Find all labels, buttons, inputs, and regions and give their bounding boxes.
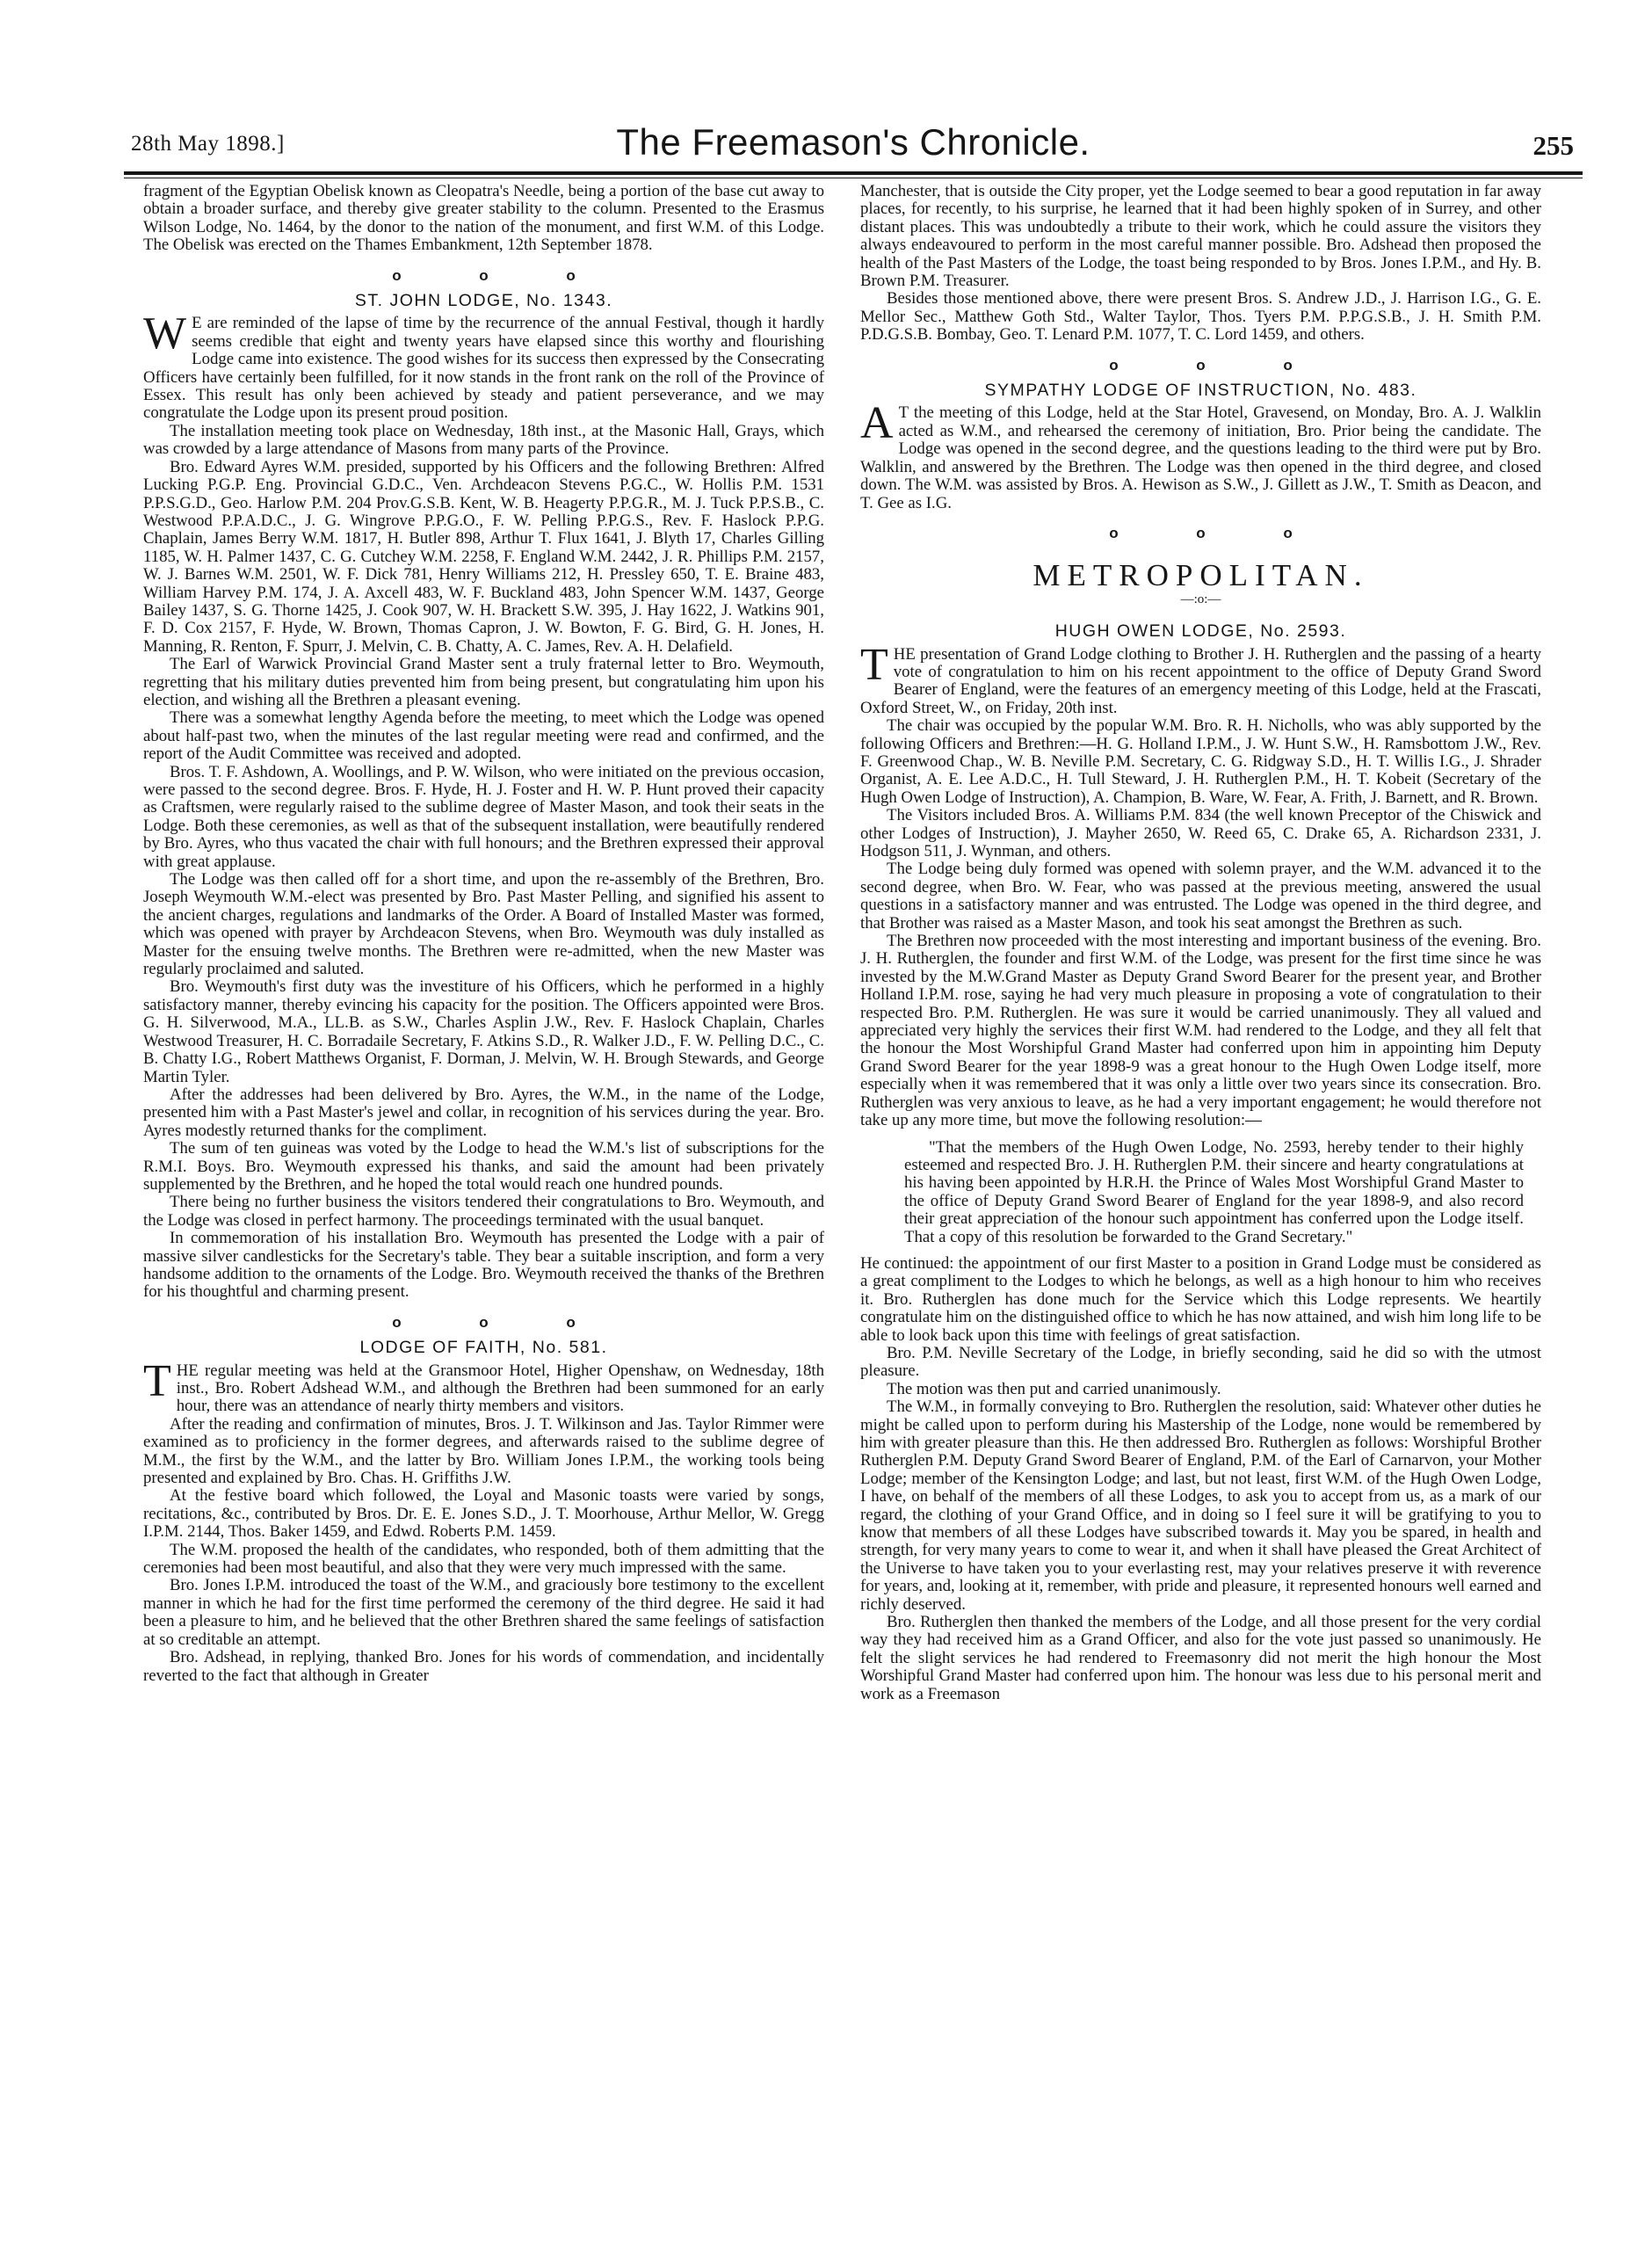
section-separator: o o o	[392, 1313, 612, 1331]
paragraph: There being no further business the visitors tendered their congratulations to Bro. Weymouth, and the Lodge was closed in perfect harmony. The proceedings terminated with the usual banquet.	[143, 1193, 824, 1230]
paragraph: Bro. Adshead, in replying, thanked Bro. Jones for his words of commendation, and incidentally reverted to the fact that although in Greater	[143, 1648, 824, 1685]
drop-cap: A	[860, 398, 894, 449]
article-sympathy-lodge	[860, 381, 1541, 512]
paragraph: After the reading and confirmation of minutes, Bros. J. T. Wilkinson and Jas. Taylor Rimmer were examined as to proficiency in the former degrees, and afterwards raised to the sublime degree of M.M., the first by the W.M., and the latter by Bro. William Jones I.P.M., the working tools being presented and explained by Bro. Chas. H. Griffiths J.W.	[143, 1414, 824, 1488]
paragraph: After the addresses had been delivered by Bro. Ayres, the W.M., in the name of the Lodge, presented him with a Past Master's jewel and collar, in recognition of his services during the year. Bro. Ayres modestly returned thanks for the compliment.	[143, 1085, 824, 1140]
paragraph: The Brethren now proceeded with the most interesting and important business of the evening. Bro. J. H. Rutherglen, the founder and first W.M. of the Lodge, was present for the first time since he was invested by the M.W.Grand Master as Deputy Grand Sword Bearer for the present year, and Brother Holland I.P.M. rose, saying he had very much pleasure in proposing a vote of congratulation to their respected Bro. P.M. Rutherglen. He was sure it would be carried unanimously. They all valued and appreciated very highly the services their first W.M. had rendered to the Lodge, and they all felt that the honour the Most Worshipful Grand Master had conferred upon him in appointing him Deputy Grand Sword Bearer for the year 1898-9 was a great honour to the Hugh Owen Lodge itself, more especially when it was remembered that it was only a little over two years since its consecration. Bro. Rutherglen was very anxious to leave, as he had a very important engagement; he would therefore not take up any more time, but move the following resolution:—	[860, 932, 1541, 1130]
article-lodge-of-faith	[143, 1339, 824, 1685]
paragraph: Bro. Edward Ayres W.M. presided, supported by his Officers and the following Brethren: Alfred Lucking P.G.P. Eng. Provincial G.D.C., Ven. Archdeacon Stevens P.G.C., W. Hollis P.M. 1531 P.P.S.G.D., Geo. Harlow P.M. 204 Prov.G.S.B. Kent, W. B. Heagerty P.P.G.R., M. J. Tuck P.P.S.B., C. Westwood P.P.A.D.C., J. G. Wingrove P.P.G.O., F. W. Pelling P.P.G.S., Rev. F. Haslock P.P.G. Chaplain, James Berry W.M. 1817, H. Butler 898, Arthur T. Flux 1641, J. Blyth 17, Charles Gilling 1185, W. H. Palmer 1437, C. G. Cutchey W.M. 2258, F. England W.M. 2442, J. R. Phillips P.M. 2157, W. J. Barnes W.M. 2501, W. F. Dick 781, Henry Williams 212, H. Pressley 650, T. E. Braine 483, William Harvey P.M. 174, J. A. Axcell 483, W. F. Buckland 483, John Spencer W.M. 1437, George Bailey 1437, S. G. Thorne 1425, J. Cook 907, W. H. Brackett S.W. 395, J. Hay 1622, J. Watkins 901, F. D. Cox 2157, F. Hyde, W. Brown, Thomas Capron, J. W. Bowton, F. G. Bird, G. H. Jones, H. Manning, R. Renton, F. Spurr, J. Melvin, C. B. Chatty, A. C. James, Rev. A. H. Delafield.	[143, 457, 824, 656]
paragraph: Bro. Rutherglen then thanked the members of the Lodge, and all those present for the very cordial way they had received him as a Grand Officer, and also for the vote just passed so unanimously. He felt the slight services he had rendered to Freemasonry did not merit the high honour the Most Worshipful Grand Master had conferred upon him. The honour was less due to his personal merit and work as a Freemason	[860, 1613, 1541, 1703]
quote-text: "That the members of the Hugh Owen Lodge, No. 2593, hereby tender to their highly esteemed and respected Bro. J. H. Rutherglen P.M. their sincere and hearty congratulations at his having been appointed by H.R.H. the Prince of Wales Most Worshipful Grand Master to the office of Deputy Grand Sword Bearer of England for the year 1898-9, and also record their great appreciation of the honour such appointment has conferred upon the Lodge itself. That a copy of this resolution be forwarded to the Grand Secretary."	[904, 1137, 1524, 1246]
drop-cap: T	[860, 639, 888, 690]
article-st-john-lodge	[143, 292, 824, 1302]
article-heading: HUGH OWEN LODGE, No. 2593.	[1054, 621, 1347, 642]
continued-paragraph: Manchester, that is outside the City proper, yet the Lodge seemed to bear a good reputation in far away places, for recently, to his surprise, he learned that it had been highly spoken of in Surrey, and other distant places. This was undoubtedly a tribute to their work, which he could assure the visitors they always endeavoured to perform in the most careful manner possible. Bro. Adshead then proposed the health of the Past Masters of the Lodge, the toast being responded to by Bros. Jones I.P.M., and Hy. B. Brown P.M. Treasurer.	[860, 182, 1541, 291]
article-heading: LODGE OF FAITH, No. 581.	[359, 1338, 608, 1358]
drop-cap: T	[143, 1355, 171, 1406]
paragraph: The Lodge being duly formed was opened with solemn prayer, and the W.M. advanced it to the second degree, when Bro. W. Fear, who was passed at the previous meeting, answered the usual questions in a satisfactory manner and was entrusted. The Lodge was opened in the third degree, and that Brother was raised as a Master Mason, and took his seat amongst the Brethren as such.	[860, 860, 1541, 933]
paragraph: The installation meeting took place on Wednesday, 18th inst., at the Masonic Hall, Grays, which was crowded by a large attendance of Masons from many parts of the Province.	[143, 421, 824, 459]
article-lead-paragraph	[860, 639, 1541, 718]
paragraph: There was a somewhat lengthy Agenda before the meeting, to meet which the Lodge was opened about half-past two, when the minutes of the last regular meeting were read and confirmed, and the report of the Audit Committee was received and adopted.	[143, 708, 824, 764]
article-lead-paragraph	[143, 309, 824, 423]
lead-text: E are reminded of the lapse of time by the recurrence of the annual Festival, though it hardly seems credible that eight and twenty years have elapsed since this worthy and flourishing Lodge came into existence. The good wishes for its success then expressed by the Consecrating Officers have certainly been fulfilled, for it now stands in the front rank on the roll of the Province of Essex. This result has only been achieved by steady and patient perseverance, and we may congratulate the Lodge upon its present proud position.	[143, 314, 824, 423]
article-lead-paragraph	[143, 1355, 824, 1416]
paragraph: The W.M., in formally conveying to Bro. Rutherglen the resolution, said: Whatever other duties he might be called upon to perform during his Mastership of the Lodge, none would be remembered by him with greater pleasure than this. He then addressed Bro. Rutherglen as follows: Worshipful Brother Rutherglen P.M. Deputy Grand Sword Bearer of England, P.M. of the Earl of Carnarvon, your Mother Lodge; member of the Kensington Lodge; and last, but not least, first W.M. of the Hugh Owen Lodge, I have, on behalf of the members of all these Lodges, to ask you to accept from us, as a mark of our regard, the clothing of your Grand Office, and in doing so I feel sure it will be gratifying to you to know that members of all these Lodges have subscribed towards it. May you be spared, in health and strength, for very many years to come to wear it, and when it shall have pleased the Great Architect of the Universe to have taken you to your everlasting rest, may your relatives preserve it with reverence for years, and, looking at it, remember, with pride and pleasure, it represented honours well earned and richly deserved.	[860, 1397, 1541, 1614]
resolution-quote	[904, 1139, 1524, 1246]
publication-title: The Freemason's Chronicle.	[616, 121, 1090, 163]
paragraph: Bro. P.M. Neville Secretary of the Lodge, in briefly seconding, said he did so with the utmost pleasure.	[860, 1343, 1541, 1381]
article-heading: SYMPATHY LODGE OF INSTRUCTION, No. 483.	[984, 381, 1417, 401]
left-column	[143, 183, 824, 1685]
lead-text: HE presentation of Grand Lodge clothing to Brother J. H. Rutherglen and the passing of a hearty vote of congratulation to him on his recent appointment to the office of Deputy Grand Sword Bearer of England, were the features of an emergency meeting of this Lodge, held at the Frascati, Oxford Street, W., on Friday, 20th inst.	[860, 644, 1541, 717]
lead-text: T the meeting of this Lodge, held at the Star Hotel, Gravesend, on Monday, Bro. A. J. Walklin acted as W.M., and rehearsed the ceremony of initiation, Bro. Prior being the candidate. The Lodge was opened in the second degree, and the questions leading to the third were put by Bro. Walklin, and answered by the Brethren. The Lodge was then opened in the third degree, and closed down. The W.M. was assisted by Bros. A. Hewison as S.W., J. Gillett as J.W., T. Smith as Deacon, and T. Gee as I.G.	[860, 403, 1541, 512]
paragraph: In commemoration of his installation Bro. Weymouth has presented the Lodge with a pair of massive silver candlesticks for the Secretary's table. They bear a suitable inscription, and form a very handsome addition to the ornaments of the Lodge. Bro. Weymouth received the thanks of the Brethren for his thoughtful and charming present.	[143, 1229, 824, 1302]
paragraph: The motion was then put and carried unanimously.	[887, 1379, 1221, 1398]
paragraph: The sum of ten guineas was voted by the Lodge to head the W.M.'s list of subscriptions for the R.M.I. Boys. Bro. Weymouth expressed his thanks, and said the amount had been privately supplemented by the Brethren, and he hoped the total would reach one hundred pounds.	[143, 1139, 824, 1194]
masthead	[124, 121, 1583, 165]
paragraph: The Lodge was then called off for a short time, and upon the re-assembly of the Brethren, Bro. Joseph Weymouth W.M.-elect was presented by Bro. Past Master Pelling, and signified his assent to the ancient charges, regulations and landmarks of the Order. A Board of Installed Master was formed, which was opened with prayer by Archdeacon Stevens, when Bro. Weymouth was duly installed as Master for the ensuing twelve months. The Brethren were re-admitted, when the new Master was regularly proclaimed and saluted.	[143, 870, 824, 979]
section-separator: o o o	[1109, 524, 1330, 541]
paragraph: The Visitors included Bros. A. Williams P.M. 834 (the well known Preceptor of the Chiswick and other Lodges of Instruction), J. Mayher 2650, W. Reed 65, C. Drake 65, A. Richardson 2331, J. Hodgson 511, J. Wynman, and others.	[860, 806, 1541, 860]
paragraph: Besides those mentioned above, there were present Bros. S. Andrew J.D., J. Harrison I.G., G. E. Mellor Sec., Matthew Goth Std., Walter Taylor, Thos. Tyers P.M. P.P.G.S.B., J. H. Smith P.M. P.D.G.S.B. Bombay, Geo. T. Lenard P.M. 1077, T. C. Lord 1459, and others.	[860, 289, 1541, 345]
title-ornament: —:o:—	[1180, 592, 1221, 606]
paragraph: He continued: the appointment of our first Master to a position in Grand Lodge must be considered as a great compliment to the Lodges to which he belongs, as well as a high honour to him who receives it. Bro. Rutherglen has done much for the Service which this Lodge represents. We heartily congratulate him on the distinguished office to which he has now attained, and wish him long life to be able to look back upon this time with feelings of great satisfaction.	[860, 1253, 1541, 1345]
masthead-rule	[124, 171, 1583, 175]
paragraph: Bro. Jones I.P.M. introduced the toast of the W.M., and graciously bore testimony to the excellent manner in which he had for the first time performed the ceremony of the third degree. He said it had been a pleasure to him, and he believed that the other Brethren shared the same feelings of satisfaction at so creditable an attempt.	[143, 1576, 824, 1649]
intro-paragraph: fragment of the Egyptian Obelisk known as Cleopatra's Needle, being a portion of the base cut away to obtain a broader surface, and thereby give greater stability to the column. Presented to the Erasmus Wilson Lodge, No. 1464, by the donor to the nation of the monument, and first W.M. of this Lodge. The Obelisk was erected on the Thames Embankment, 12th September 1878.	[143, 182, 824, 255]
section-title-metropolitan: METROPOLITAN.	[1032, 558, 1369, 593]
article-heading: ST. JOHN LODGE, No. 1343.	[354, 291, 613, 311]
paragraph: Bros. T. F. Ashdown, A. Woollings, and P. W. Wilson, who were initiated on the previous occasion, were passed to the second degree. Bros. F. Hyde, H. J. Foster and H. W. P. Hunt proved their capacity as Craftsmen, were regularly raised to the sublime degree of Master Mason, and took their seats in the Lodge. Both these ceremonies, as well as that of the subsequent installation, were beautifully rendered by Bro. Ayres, who thus vacated the chair with full honours; and the Brethren expressed their approval with great applause.	[143, 762, 824, 871]
article-lead-paragraph	[860, 398, 1541, 512]
paragraph: Bro. Weymouth's first duty was the investiture of his Officers, which he performed in a highly satisfactory manner, thereby evincing his capacity for the position. The Officers appointed were Bros. G. H. Silverwood, M.A., LL.B. as S.W., Charles Asplin J.W., Rev. F. Haslock Chaplain, Charles Westwood Treasurer, H. C. Borradaile Secretary, F. Atkins S.D., R. Walker J.D., F. W. Pelling D.C., C. B. Chatty I.G., Robert Matthews Organist, F. Dorman, J. Melvin, W. H. Brough Stewards, and George Martin Tyler.	[143, 977, 824, 1086]
right-column	[860, 183, 1541, 1703]
paragraph: At the festive board which followed, the Loyal and Masonic toasts were varied by songs, recitations, &c., contributed by Bros. Dr. E. E. Jones S.D., J. T. Moorhouse, Arthur Mellor, W. Gregg I.P.M. 2144, Thos. Baker 1459, and Edwd. Roberts P.M. 1459.	[143, 1486, 824, 1542]
drop-cap: W	[143, 309, 187, 359]
paragraph: The chair was occupied by the popular W.M. Bro. R. H. Nicholls, who was ably supported by the following Officers and Brethren:—H. G. Holland I.P.M., J. W. Hunt S.W., H. Ramsbottom J.W., Rev. F. Greenwood Chap., W. B. Neville P.M. Secretary, C. G. Ridgway S.D., H. T. Willis I.G., J. Shrader Organist, A. E. Lee A.D.C., H. Tull Steward, J. H. Rutherglen P.M., H. T. Kobeit (Secretary of the Hugh Owen Lodge of Instruction), A. Champion, B. Ware, W. Fear, A. Frith, J. Barnett, and R. Brown.	[860, 716, 1541, 807]
article-hugh-owen-lodge	[860, 622, 1541, 1703]
paragraph: The Earl of Warwick Provincial Grand Master sent a truly fraternal letter to Bro. Weymouth, regretting that his military duties prevented him from being present, but congratulating him upon his election, and wishing all the Brethren a pleasant evening.	[143, 655, 824, 709]
issue-date: 28th May 1898.]	[131, 132, 285, 156]
paragraph: The W.M. proposed the health of the candidates, who responded, both of them admitting that the ceremonies had been most beautiful, and also that they were very much impressed with the same.	[143, 1540, 824, 1578]
lead-text: HE regular meeting was held at the Gransmoor Hotel, Higher Openshaw, on Wednesday, 18th inst., Bro. Robert Adshead W.M., and although the Brethren had been summoned for an early hour, there was an attendance of nearly thirty members and visitors.	[176, 1361, 824, 1416]
section-separator: o o o	[1109, 356, 1330, 374]
page-number: 255	[1532, 130, 1574, 161]
section-separator: o o o	[392, 266, 612, 284]
